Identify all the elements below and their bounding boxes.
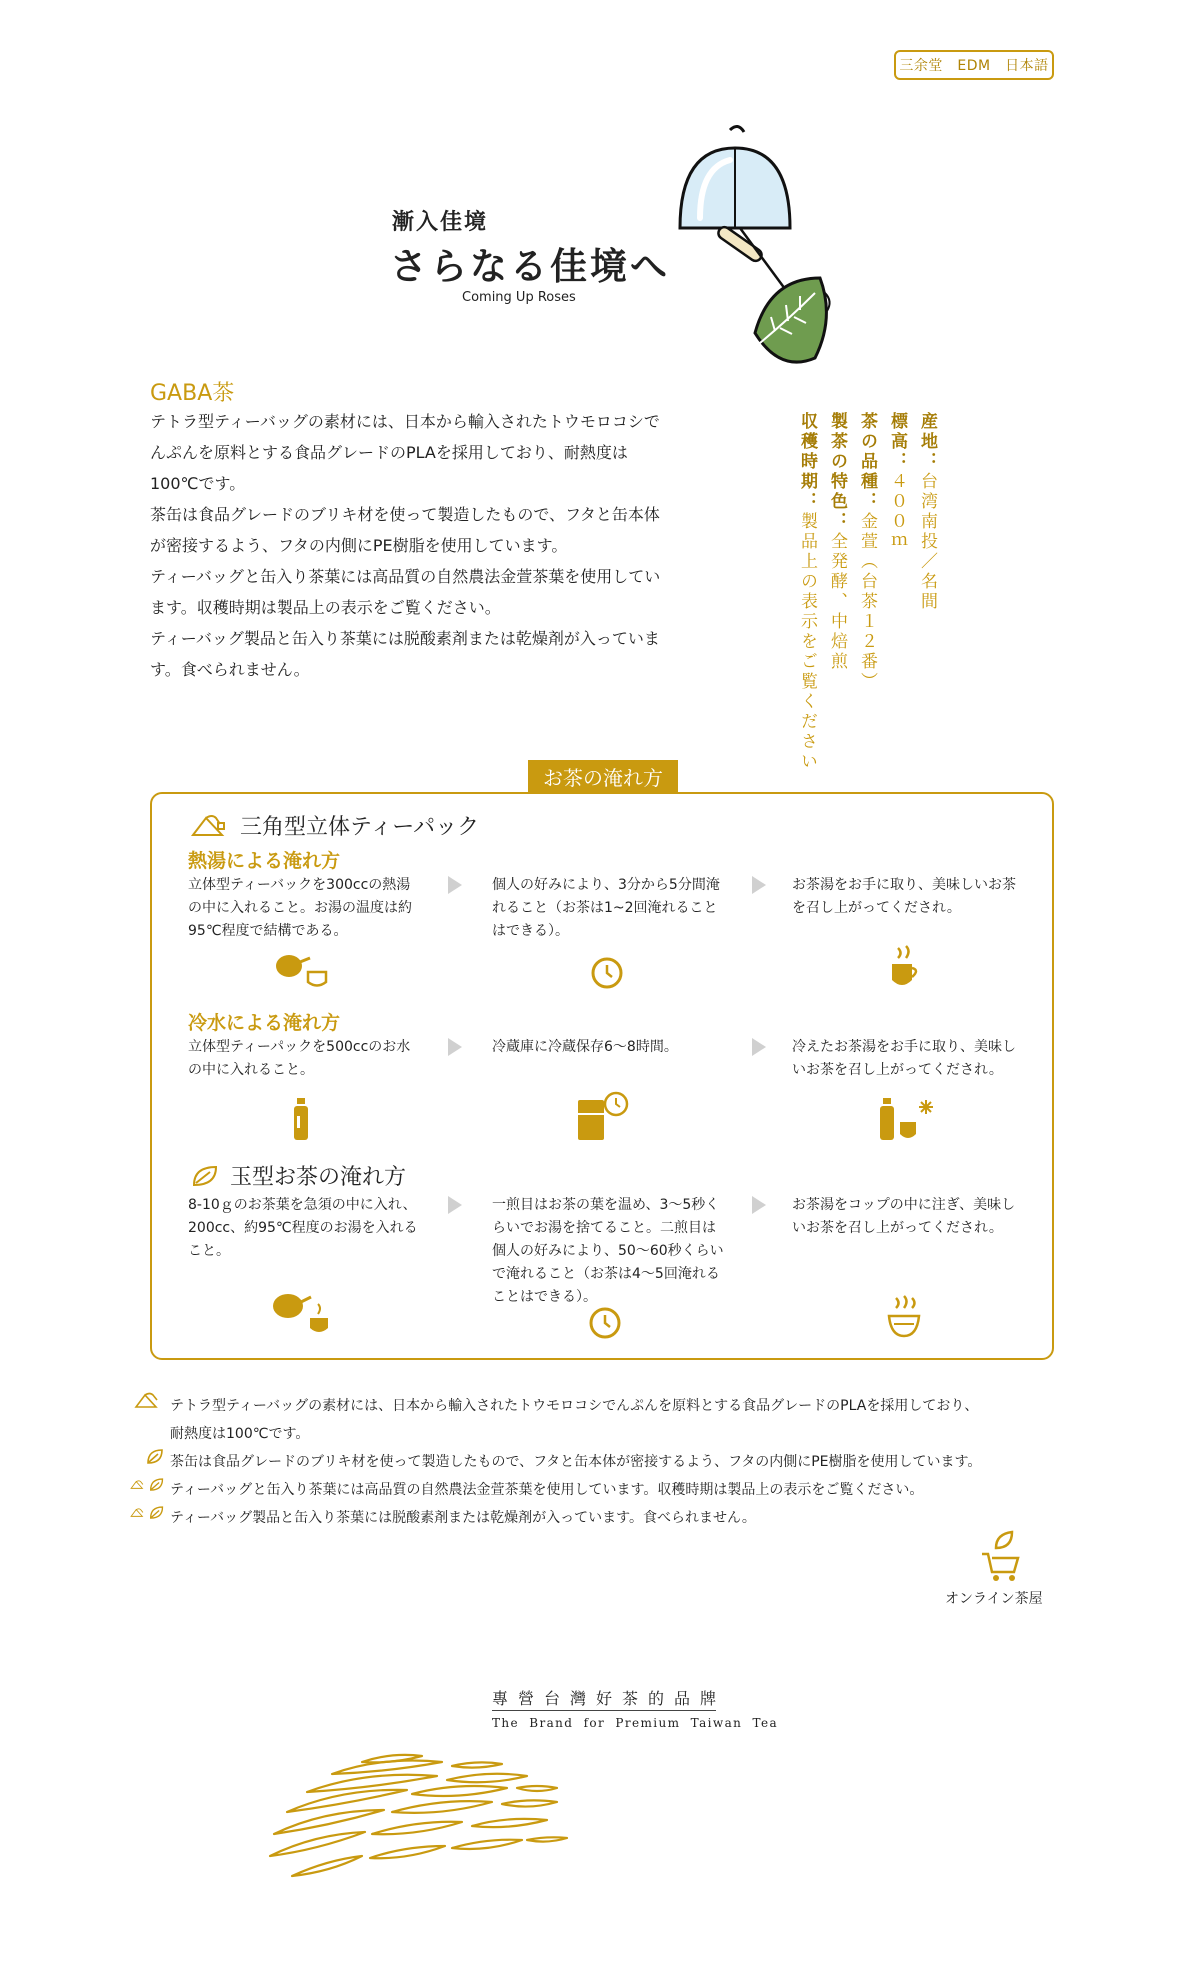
tea-bowl-icon: [886, 1294, 922, 1340]
cold-step-2: 冷蔵庫に冷蔵保存6～8時間。: [492, 1039, 678, 1055]
teabag-icon: [130, 1504, 147, 1522]
hot-brew-title: 熱湯による淹れ方: [188, 850, 341, 872]
timer-icon: [588, 1306, 622, 1340]
brand-tagline-en: The Brand for Premium Taiwan Tea: [492, 1716, 779, 1730]
teabag-icon: [134, 1392, 164, 1410]
step-arrow-icon: [752, 1038, 766, 1056]
desc-paragraph: テトラ型ティーバッグの素材には、日本から輸入されたトウモロコシでんぷんを原料とする食品グレードのPLAを採用しており、耐熱度は100℃です。: [150, 412, 660, 493]
spec-altitude: 標高：４００ｍ: [887, 412, 907, 552]
hero-title: さらなる佳境へ: [390, 245, 670, 288]
language-badge[interactable]: 三余堂 EDM 日本語: [894, 50, 1054, 80]
cold-step-1: 立体型ティーパックを500ccのお水の中に入れること。: [188, 1039, 411, 1078]
leaf-icon: [149, 1476, 164, 1494]
list-item: 茶缶は食品グレードのブリキ材を使って製造したもので、フタと缶本体が密接するよう、フタの内側にPE樹脂を使用しています。: [130, 1448, 1080, 1476]
spec-variety: 茶の品種：金萱（台茶１２番）: [857, 412, 877, 692]
product-title: GABA茶: [150, 381, 235, 406]
list-item: テトラ型ティーバッグの素材には、日本から輸入されたトウモロコシでんぷんを原料とする食品グレードのPLAを採用しており、: [130, 1392, 1080, 1420]
brand-divider: [492, 1710, 716, 1711]
loose-title: 玉型お茶の淹れ方: [230, 1165, 407, 1190]
hero-subtitle: 漸入佳境: [392, 210, 489, 235]
timer-icon: [590, 956, 624, 990]
tea-field-illustration: [262, 1742, 602, 1892]
desc-paragraph: ティーバッグと缶入り茶葉には高品質の自然農法金萱茶葉を使用しています。収穫時期は製品上の表示をご覧ください。: [150, 567, 661, 617]
step-arrow-icon: [448, 1038, 462, 1056]
hot-step-1: 立体型ティーバックを300ccの熱湯の中に入れること。お湯の温度は約95℃程度で結構である。: [188, 877, 412, 939]
step-arrow-icon: [752, 876, 766, 894]
desc-paragraph: 茶缶は食品グレードのブリキ材を使って製造したもので、フタと缶本体が密接するよう、フタの内側にPE樹脂を使用しています。: [150, 505, 660, 555]
fridge-timer-icon: [576, 1090, 632, 1142]
cold-step-3: 冷えたお茶湯をお手に取り、美味しいお茶を召し上がってくだされ。: [792, 1039, 1016, 1078]
loose-step-2: 一煎目はお茶の葉を温め、3～5秒くらいでお湯を捨てること。二煎目は個人の好みにより、50～60秒くらいで淹れること（お茶は4～5回淹れることはできる）。: [492, 1197, 724, 1305]
desc-paragraph: ティーバッグ製品と缶入り茶葉には脱酸素剤または乾燥剤が入っています。食べられません。: [150, 629, 660, 679]
spec-origin: 産地：台湾南投／名間: [917, 412, 937, 612]
loose-heading: [190, 1160, 406, 1191]
hero-english: Coming Up Roses: [462, 290, 576, 305]
list-item: 耐熱度は100℃です。: [170, 1426, 310, 1442]
spec-processing: 製茶の特色：全発酵、中焙煎: [827, 412, 847, 672]
leaf-icon: [149, 1504, 164, 1522]
teapot-pour-icon: [272, 948, 332, 990]
hot-step-2: 個人の好みにより、3分から5分間淹れること（お茶は1~2回淹れることはできる）。: [492, 877, 720, 939]
product-description: [150, 406, 670, 685]
spec-harvest: 収穫時期：製品上の表示をご覧ください: [797, 412, 817, 772]
leaf-icon: [146, 1448, 164, 1466]
notes-list: [130, 1392, 1080, 1532]
hot-step-3: お茶湯をお手に取り、美味しいお茶を召し上がってくだされ。: [792, 877, 1016, 916]
kyusu-pour-icon: [270, 1284, 336, 1338]
teabag-icon: [130, 1476, 147, 1494]
wind-chime-illustration: [660, 118, 860, 378]
shop-cart-icon[interactable]: [980, 1530, 1024, 1584]
teabag-icon: [190, 813, 230, 839]
step-arrow-icon: [448, 876, 462, 894]
online-shop-link[interactable]: オンライン茶屋: [945, 1591, 1043, 1607]
brewing-label: お茶の淹れ方: [528, 760, 678, 792]
leaf-icon: [190, 1163, 220, 1189]
step-arrow-icon: [752, 1196, 766, 1214]
step-arrow-icon: [448, 1196, 462, 1214]
brand-tagline-cn: 專營台灣好茶的品牌: [492, 1689, 727, 1708]
cold-drink-icon: [876, 1096, 936, 1142]
cold-brew-title: 冷水による淹れ方: [188, 1012, 341, 1034]
teabag-heading: [190, 810, 479, 841]
list-item: ティーバッグと缶入り茶葉には高品質の自然農法金萱茶葉を使用しています。収穫時期は製品上の表示をご覧ください。: [130, 1476, 1080, 1504]
bottle-icon: [290, 1096, 312, 1142]
hot-cup-icon: [888, 944, 922, 990]
loose-step-1: 8-10ｇのお茶葉を急須の中に入れ、200cc、約95℃程度のお湯を入れること。: [188, 1197, 418, 1259]
list-item: ティーバッグ製品と缶入り茶葉には脱酸素剤または乾燥剤が入っています。食べられません。: [130, 1504, 1080, 1532]
loose-step-3: お茶湯をコップの中に注ぎ、美味しいお茶を召し上がってくだされ。: [792, 1197, 1016, 1236]
teabag-title: 三角型立体ティーパック: [240, 815, 480, 840]
